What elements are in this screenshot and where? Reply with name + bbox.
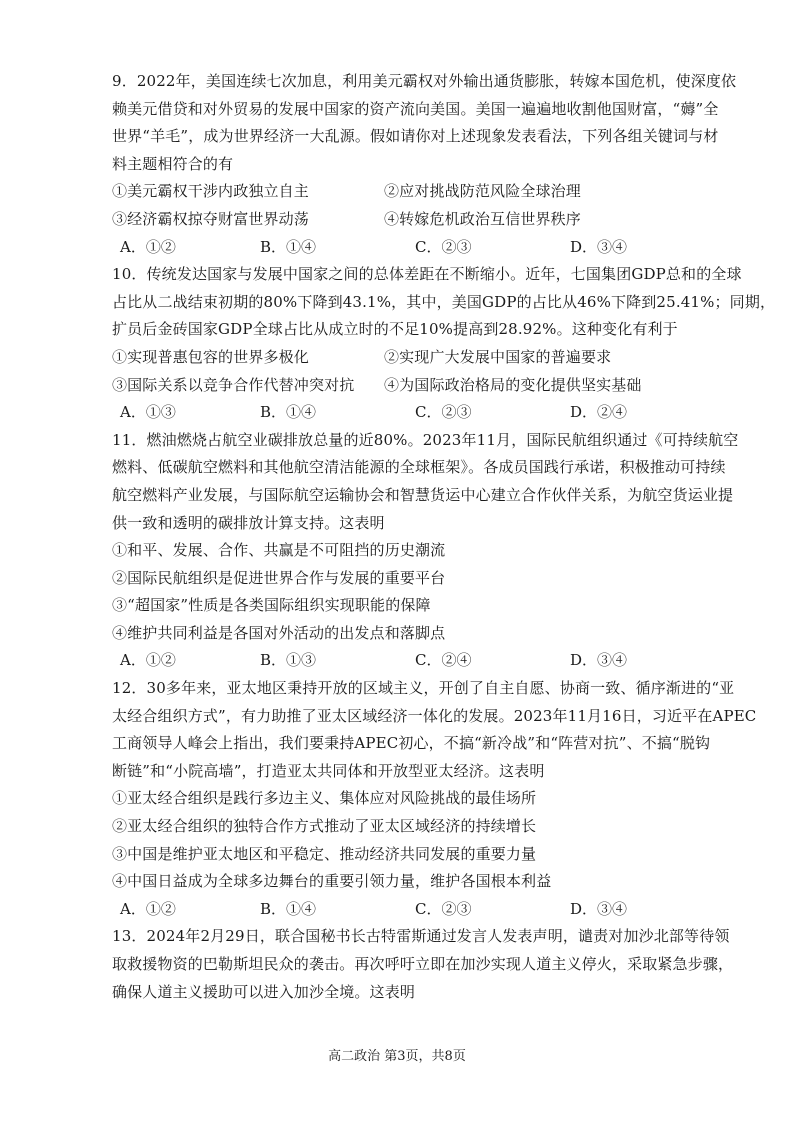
option-1: ①和平、发展、合作、共赢是不可阻挡的历史潮流 bbox=[112, 541, 446, 560]
option-1: ①实现普惠包容的世界多极化 bbox=[112, 347, 309, 366]
stem-line: 11．燃油燃烧占航空业碳排放总量的近80%。2023年11月，国际民航组织通过《可持续航空 bbox=[112, 430, 739, 449]
question-list bbox=[112, 68, 776, 1006]
question-options bbox=[112, 537, 692, 647]
option-1: ①美元霸权干涉内政独立自主 bbox=[112, 182, 309, 201]
choice-c: C．②③ bbox=[415, 403, 472, 422]
question-12 bbox=[112, 675, 757, 923]
stem-line: 燃料、低碳航空燃料和其他航空清洁能源的全球框架》。各成员国践行承诺，积极推动可持续 bbox=[112, 458, 726, 477]
stem-line: 料主题相符合的有 bbox=[112, 154, 234, 173]
choice-d: D．②④ bbox=[570, 403, 628, 422]
stem-line: 12．30多年来，亚太地区秉持开放的区域主义，开创了自主自愿、协商一致、循序渐进的“亚 bbox=[112, 679, 735, 698]
stem-line: 10．传统发达国家与发展中国家之间的总体差距在不断缩小。近年，七国集团GDP总和的全球 bbox=[112, 265, 742, 284]
question-13 bbox=[112, 923, 734, 1006]
choice-d: D．③④ bbox=[570, 237, 628, 256]
stem-line: 工商领导人峰会上指出，我们要秉持APEC初心，不搞“新冷战”和“阵营对抗”、不搞“脱钩 bbox=[112, 734, 711, 753]
stem-line: 赖美元借贷和对外贸易的发展中国家的资产流向美国。美国一遍遍地收割他国财富，“薅”全 bbox=[112, 99, 719, 118]
option-2: ②国际民航组织是促进世界合作与发展的重要平台 bbox=[112, 568, 446, 587]
choice-c: C．②③ bbox=[415, 237, 472, 256]
option-3: ③国际关系以竞争合作代替冲突对抗 bbox=[112, 375, 355, 394]
stem-line: 取救援物资的巴勒斯坦民众的袭击。再次呼吁立即在加沙实现人道主义停火，采取紧急步骤， bbox=[112, 955, 734, 973]
option-1: ①亚太经合组织是践行多边主义、集体应对风险挑战的最佳场所 bbox=[112, 789, 537, 808]
stem-line: 确保人道主义援助可以进入加沙全境。这表明 bbox=[112, 982, 416, 1001]
choice-c: C．②④ bbox=[415, 651, 472, 670]
stem-line: 9．2022年，美国连续七次加息，利用美元霸权对外输出通货膨胀，转嫁本国危机，使深度依 bbox=[112, 72, 737, 90]
choice-b: B．①③ bbox=[260, 651, 317, 670]
option-4: ④为国际政治格局的变化提供坚实基础 bbox=[384, 375, 642, 394]
option-2: ②实现广大发展中国家的普遍要求 bbox=[384, 347, 612, 366]
choice-d: D．③④ bbox=[570, 899, 628, 918]
choice-b: B．①④ bbox=[260, 237, 317, 256]
choice-b: B．①④ bbox=[260, 899, 317, 918]
stem-line: 世界“羊毛”，成为世界经济一大乱源。假如请你对上述现象发表看法，下列各组关键词与材 bbox=[112, 127, 719, 146]
stem-line: 占比从二战结束初期的80%下降到43.1%，其中，美国GDP的占比从46%下降到25.41%；同期， bbox=[112, 292, 776, 311]
choice-a: A．①② bbox=[120, 899, 176, 918]
question-stem bbox=[112, 261, 776, 344]
question-stem bbox=[112, 675, 757, 785]
choice-d: D．③④ bbox=[570, 651, 628, 670]
question-11 bbox=[112, 427, 739, 675]
stem-line: 13．2024年2月29日，联合国秘书长古特雷斯通过发言人发表声明，谴责对加沙北部等待领 bbox=[112, 927, 730, 946]
option-3: ③经济霸权掠夺财富世界动荡 bbox=[112, 209, 309, 228]
question-stem bbox=[112, 923, 734, 1006]
choice-a: A．①③ bbox=[120, 403, 176, 422]
option-3: ③“超国家”性质是各类国际组织实现职能的保障 bbox=[112, 596, 431, 615]
option-2: ②应对挑战防范风险全球治理 bbox=[384, 182, 581, 201]
choice-a: A．①② bbox=[120, 651, 176, 670]
stem-line: 太经合组织方式”，有力助推了亚太区域经济一体化的发展。2023年11月16日，习近平在APEC bbox=[112, 706, 757, 725]
option-2: ②亚太经合组织的独特合作方式推动了亚太区域经济的持续增长 bbox=[112, 817, 537, 836]
question-9 bbox=[112, 68, 737, 261]
stem-line: 扩员后金砖国家GDP全球占比从成立时的不足10%提高到28.92%。这种变化有利于 bbox=[112, 320, 678, 339]
option-3: ③中国是维护亚太地区和平稳定、推动经济共同发展的重要力量 bbox=[112, 844, 537, 863]
choice-c: C．②③ bbox=[415, 899, 472, 918]
option-4: ④维护共同利益是各国对外活动的出发点和落脚点 bbox=[112, 623, 446, 642]
stem-line: 航空燃料产业发展，与国际航空运输协会和智慧货运中心建立合作伙伴关系，为航空货运业提 bbox=[112, 485, 734, 504]
stem-line: 断链”和“小院高墙”，打造亚太共同体和开放型亚太经济。这表明 bbox=[112, 761, 545, 780]
answer-choices bbox=[112, 234, 692, 262]
answer-choices bbox=[112, 647, 692, 675]
page-footer: 高二政治 第3页，共8页 bbox=[328, 1049, 466, 1064]
question-options bbox=[112, 344, 692, 399]
question-10 bbox=[112, 261, 776, 427]
choice-a: A．①② bbox=[120, 237, 176, 256]
answer-choices bbox=[112, 896, 692, 924]
question-stem bbox=[112, 68, 737, 178]
question-options bbox=[112, 178, 692, 233]
question-stem bbox=[112, 427, 739, 537]
stem-line: 供一致和透明的碳排放计算支持。这表明 bbox=[112, 513, 385, 532]
option-4: ④中国日益成为全球多边舞台的重要引领力量，维护各国根本利益 bbox=[112, 872, 552, 891]
option-4: ④转嫁危机政治互信世界秩序 bbox=[384, 209, 581, 228]
answer-choices bbox=[112, 399, 692, 427]
question-options bbox=[112, 785, 692, 895]
choice-b: B．①④ bbox=[260, 403, 317, 422]
